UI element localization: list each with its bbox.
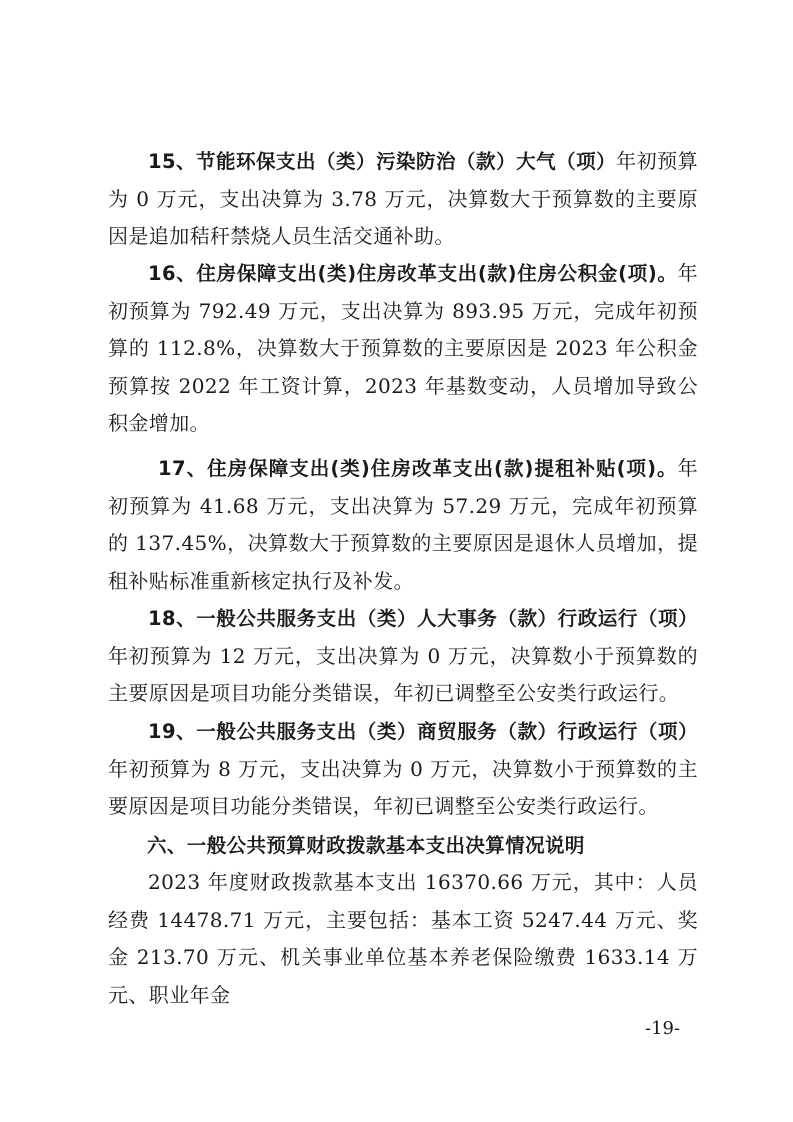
paragraph-item-18: [108, 600, 698, 713]
paragraph-item-15: [108, 143, 698, 256]
section-body: 2023 年度财政拨款基本支出 16370.66 万元，其中：人员经费 14478.71 万元，主要包括：基本工资 5247.44 万元、奖金 213.70 万元、机关事业单位基本养老保险缴费 1633.14 万元、职业年金: [108, 870, 698, 1007]
item-heading: 17、住房保障支出(类)住房改革支出(款)提租补贴(项)。: [158, 457, 678, 480]
paragraph-item-17: [108, 450, 698, 600]
page-number: -19-: [645, 1018, 681, 1039]
paragraph-item-19: [108, 713, 698, 826]
item-heading: 15、节能环保支出（类）污染防治（款）大气（项）: [148, 150, 617, 173]
item-heading: 18、一般公共服务支出（类）人大事务（款）行政运行（项）: [148, 607, 698, 630]
item-body: 年初预算为 0 万元，支出决算为 3.78 万元，决算数大于预算数的主要原因是追加秸秆禁烧人员生活交通补助。: [108, 149, 698, 248]
item-heading: 19、一般公共服务支出（类）商贸服务（款）行政运行（项）: [148, 720, 698, 743]
item-body: 年初预算为 792.49 万元，支出决算为 893.95 万元，完成年初预算的 112.8%，决算数大于预算数的主要原因是 2023 年公积金预算按 2022 年工资计算，2023 年基数变动，人员增加导致公积金增加。: [108, 261, 698, 435]
paragraph-item-16: [108, 255, 698, 443]
item-body: 年初预算为 41.68 万元，支出决算为 57.29 万元，完成年初预算的 137.45%，决算数大于预算数的主要原因是退休人员增加，提租补贴标准重新核定执行及补发。: [108, 456, 698, 593]
item-body: 年初预算为 12 万元，支出决算为 0 万元，决算数小于预算数的主要原因是项目功能分类错误，年初已调整至公安类行政运行。: [108, 643, 698, 705]
section-heading: 六、一般公共预算财政拨款基本支出决算情况说明: [147, 834, 585, 857]
item-heading: 16、住房保障支出(类)住房改革支出(款)住房公积金(项)。: [148, 262, 678, 285]
item-body: 年初预算为 8 万元，支出决算为 0 万元，决算数小于预算数的主要原因是项目功能分类错误，年初已调整至公安类行政运行。: [108, 756, 698, 818]
